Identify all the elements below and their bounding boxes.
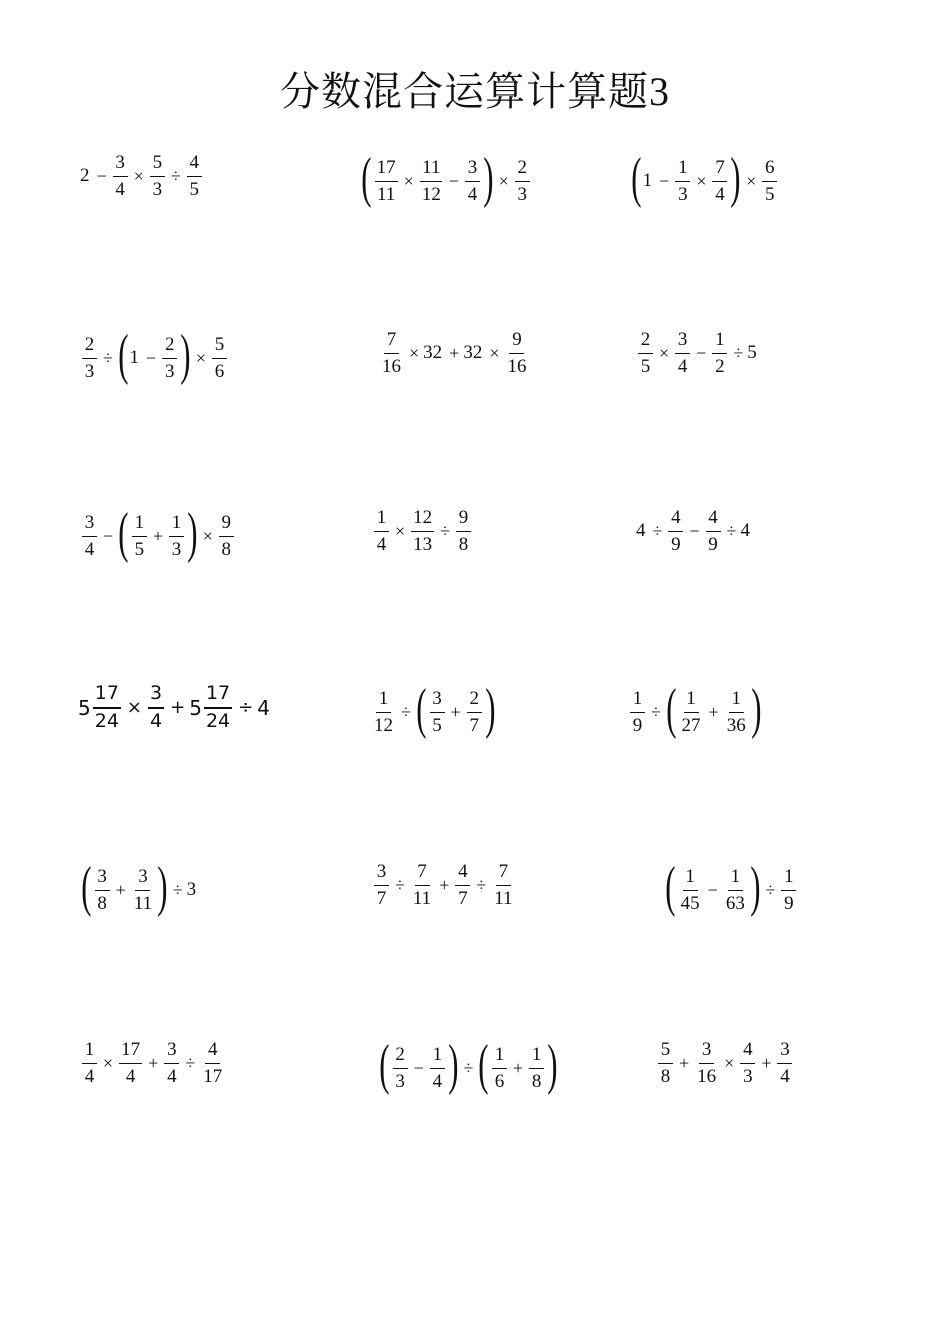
denominator: 4	[84, 1065, 95, 1087]
operator: +	[170, 697, 186, 719]
numerator: 17	[204, 684, 232, 709]
operator: ×	[126, 697, 143, 719]
denominator: 17	[203, 1065, 223, 1087]
numerator: 1	[492, 1045, 507, 1069]
denominator: 9	[632, 714, 643, 736]
fraction	[638, 330, 653, 377]
fraction	[658, 1040, 673, 1087]
fraction	[187, 153, 202, 200]
right-paren: )	[180, 324, 191, 386]
fraction	[420, 158, 443, 205]
numerator: 3	[430, 689, 445, 713]
numerator: 3	[113, 153, 128, 177]
denominator: 4	[150, 709, 163, 732]
fraction	[82, 1040, 97, 1087]
fraction	[169, 513, 184, 560]
fraction	[411, 508, 434, 555]
page-title: 分数混合运算计算题3	[280, 69, 670, 114]
numerator: 4	[187, 153, 202, 177]
numerator: 3	[148, 684, 164, 709]
denominator: 4	[780, 1065, 790, 1087]
integer: 2	[80, 165, 90, 187]
fraction	[505, 330, 528, 377]
operator: ×	[133, 165, 144, 186]
denominator: 11	[412, 887, 432, 909]
fraction	[148, 684, 164, 732]
problem-8	[372, 508, 473, 555]
numerator: 3	[777, 1040, 792, 1064]
right-paren: )	[730, 147, 741, 209]
denominator: 3	[743, 1065, 753, 1087]
fraction	[456, 508, 471, 555]
fraction	[132, 867, 154, 914]
denominator: 16	[382, 355, 401, 377]
denominator: 12	[374, 714, 393, 736]
numerator: 9	[219, 513, 234, 537]
fraction	[740, 1040, 755, 1087]
numerator: 12	[411, 508, 434, 532]
numerator: 3	[82, 513, 97, 537]
operator: −	[103, 525, 114, 546]
numerator: 4	[740, 1040, 755, 1064]
numerator: 1	[82, 1040, 97, 1064]
denominator: 11	[494, 887, 513, 909]
operator: −	[146, 347, 157, 368]
operator: ×	[403, 170, 414, 191]
fraction	[132, 513, 147, 560]
operator: −	[659, 170, 670, 191]
numerator: 2	[638, 330, 653, 354]
denominator: 11	[377, 183, 396, 205]
denominator: 12	[421, 183, 441, 205]
denominator: 3	[517, 183, 528, 205]
fraction	[762, 158, 777, 205]
numerator: 4	[205, 1040, 220, 1064]
fraction	[668, 508, 683, 555]
problem-14	[372, 862, 517, 909]
denominator: 27	[681, 714, 701, 736]
denominator: 2	[715, 355, 725, 377]
operator: ×	[746, 170, 757, 191]
denominator: 4	[715, 183, 725, 205]
problem-6	[636, 330, 760, 377]
denominator: 3	[395, 1070, 405, 1092]
denominator: 3	[84, 360, 95, 382]
denominator: 6	[494, 1070, 505, 1092]
denominator: 4	[432, 1070, 443, 1092]
denominator: 9	[784, 892, 794, 914]
denominator: 7	[376, 887, 387, 909]
numerator: 17	[119, 1040, 142, 1064]
operator: ×	[696, 170, 707, 191]
operator: ÷	[726, 520, 737, 541]
operator: −	[707, 879, 718, 900]
denominator: 4	[677, 355, 688, 377]
integer: 1	[642, 170, 653, 191]
denominator: 4	[84, 538, 95, 560]
fraction	[374, 508, 389, 555]
fraction	[212, 335, 227, 382]
fraction	[372, 689, 395, 736]
numerator: 17	[93, 684, 121, 709]
fraction	[712, 158, 727, 205]
operator: −	[96, 165, 107, 186]
operator: ÷	[463, 1057, 474, 1078]
fraction	[529, 1045, 544, 1092]
operator: −	[413, 1057, 424, 1078]
fraction	[515, 158, 530, 205]
operator: ÷	[652, 520, 663, 541]
denominator: 3	[678, 183, 688, 205]
operator: ×	[409, 342, 420, 363]
right-paren: )	[483, 147, 494, 209]
fraction	[119, 1040, 142, 1087]
integer: 1	[129, 347, 140, 368]
denominator: 4	[376, 533, 387, 555]
numerator: 1	[712, 330, 727, 354]
fraction	[93, 684, 121, 732]
numerator: 9	[456, 508, 471, 532]
numerator: 9	[509, 330, 524, 354]
numerator: 3	[164, 1040, 179, 1064]
numerator: 1	[683, 867, 698, 891]
operator: ×	[659, 342, 670, 363]
fraction	[724, 867, 747, 914]
operator: +	[708, 701, 719, 722]
left-paren: (	[478, 1034, 489, 1096]
fraction	[393, 1045, 408, 1092]
numerator: 1	[675, 158, 690, 182]
operator: −	[448, 170, 459, 191]
denominator: 4	[125, 1065, 136, 1087]
integer: 4	[257, 695, 270, 720]
left-paren: (	[361, 147, 372, 209]
problem-2	[360, 147, 532, 209]
mixed-number	[189, 684, 234, 732]
right-paren: )	[484, 678, 496, 740]
denominator: 36	[726, 714, 746, 736]
numerator: 7	[415, 862, 430, 886]
fraction	[455, 862, 470, 909]
numerator: 1	[529, 1045, 544, 1069]
fraction	[374, 862, 389, 909]
denominator: 4	[115, 178, 125, 200]
denominator: 3	[171, 538, 182, 560]
fraction	[380, 330, 403, 377]
right-paren: )	[448, 1034, 459, 1096]
operator: +	[152, 525, 163, 546]
numerator: 4	[668, 508, 683, 532]
denominator: 5	[432, 714, 442, 736]
problem-10	[78, 684, 273, 732]
fraction	[675, 330, 690, 377]
fraction	[706, 508, 721, 555]
right-paren: )	[157, 856, 168, 918]
numerator: 1	[729, 689, 744, 713]
numerator: 1	[430, 1045, 445, 1069]
denominator: 4	[167, 1065, 177, 1087]
numerator: 2	[162, 335, 177, 359]
fraction	[162, 335, 177, 382]
numerator: 1	[374, 508, 389, 532]
problem-9	[636, 508, 753, 555]
left-paren: (	[665, 856, 676, 918]
operator: +	[679, 1052, 690, 1073]
denominator: 5	[134, 538, 145, 560]
integer: 32	[463, 342, 483, 364]
operator: +	[449, 342, 460, 363]
fraction	[219, 513, 234, 560]
operator: ×	[103, 1052, 114, 1073]
problem-7	[80, 502, 236, 564]
integer: 32	[423, 342, 443, 364]
numerator: 1	[630, 689, 645, 713]
problem-5	[378, 330, 530, 377]
numerator: 4	[706, 508, 721, 532]
operator: ÷	[395, 874, 405, 895]
operator: ÷	[103, 347, 113, 368]
fraction	[492, 862, 514, 909]
fraction	[164, 1040, 179, 1087]
operator: ÷	[733, 342, 744, 363]
right-paren: )	[750, 856, 761, 918]
denominator: 11	[133, 892, 153, 914]
denominator: 6	[214, 360, 225, 382]
denominator: 8	[221, 538, 232, 560]
numerator: 1	[728, 867, 743, 891]
denominator: 16	[697, 1065, 717, 1087]
denominator: 63	[725, 892, 745, 914]
denominator: 5	[765, 183, 775, 205]
numerator: 4	[455, 862, 470, 886]
right-paren: )	[187, 502, 198, 564]
fraction	[201, 1040, 224, 1087]
operator: ×	[724, 1052, 735, 1073]
denominator: 24	[205, 709, 231, 732]
fraction	[430, 689, 445, 736]
operator: +	[513, 1057, 524, 1078]
fraction	[679, 867, 702, 914]
numerator: 2	[82, 335, 97, 359]
operator: ÷	[651, 701, 661, 722]
denominator: 5	[189, 178, 199, 200]
numerator: 3	[95, 867, 110, 891]
left-paren: (	[118, 502, 129, 564]
problem-16	[80, 1040, 226, 1087]
fraction	[411, 862, 433, 909]
fraction	[204, 684, 232, 732]
operator: +	[148, 1052, 159, 1073]
fraction	[430, 1045, 445, 1092]
problem-13	[80, 856, 199, 918]
numerator: 2	[515, 158, 530, 182]
denominator: 9	[708, 533, 718, 555]
problem-12	[628, 678, 762, 740]
fraction	[695, 1040, 718, 1087]
numerator: 7	[712, 158, 727, 182]
operator: ÷	[401, 701, 411, 722]
denominator: 24	[94, 709, 119, 732]
denominator: 16	[507, 355, 527, 377]
fraction	[630, 689, 645, 736]
denominator: 8	[660, 1065, 671, 1087]
fraction	[675, 158, 690, 205]
denominator: 3	[152, 178, 163, 200]
operator: −	[696, 342, 707, 363]
numerator: 2	[467, 689, 482, 713]
numerator: 1	[781, 867, 796, 891]
problem-18	[656, 1040, 794, 1087]
operator: ÷	[765, 879, 776, 900]
operator: ÷	[172, 879, 183, 900]
fraction	[82, 335, 97, 382]
left-paren: (	[118, 324, 129, 386]
whole-part: 5	[78, 695, 91, 720]
operator: ×	[489, 342, 500, 363]
integer: 5	[747, 342, 757, 364]
left-paren: (	[666, 678, 677, 740]
mixed-number	[78, 684, 123, 732]
numerator: 1	[132, 513, 147, 537]
numerator: 1	[376, 689, 391, 713]
numerator: 5	[212, 335, 227, 359]
denominator: 8	[97, 892, 107, 914]
right-paren: )	[750, 678, 762, 740]
operator: +	[761, 1052, 772, 1073]
operator: ÷	[440, 520, 451, 541]
fraction	[82, 513, 97, 560]
numerator: 1	[169, 513, 184, 537]
fraction	[725, 689, 748, 736]
operator: ÷	[476, 874, 487, 895]
operator: +	[450, 701, 461, 722]
problem-11	[370, 678, 496, 740]
left-paren: (	[379, 1034, 390, 1096]
numerator: 6	[762, 158, 777, 182]
operator: ×	[195, 347, 207, 368]
problem-17	[378, 1034, 559, 1096]
integer: 3	[186, 879, 197, 900]
denominator: 8	[531, 1070, 542, 1092]
fraction	[95, 867, 110, 914]
operator: +	[439, 874, 450, 895]
operator: ÷	[170, 165, 181, 186]
numerator: 17	[375, 158, 398, 182]
numerator: 7	[384, 330, 399, 354]
fraction	[781, 867, 796, 914]
problem-3	[630, 147, 779, 209]
operator: ×	[395, 520, 406, 541]
left-paren: (	[416, 678, 427, 740]
fraction	[150, 153, 165, 200]
fraction	[467, 689, 482, 736]
left-paren: (	[81, 856, 92, 918]
numerator: 3	[699, 1040, 714, 1064]
denominator: 9	[671, 533, 681, 555]
problem-4	[80, 324, 229, 386]
numerator: 3	[675, 330, 690, 354]
operator: ×	[498, 170, 509, 191]
numerator: 3	[465, 158, 480, 182]
fraction	[492, 1045, 507, 1092]
numerator: 3	[374, 862, 389, 886]
problem-15	[664, 856, 798, 918]
fraction	[113, 153, 128, 200]
numerator: 2	[393, 1045, 408, 1069]
denominator: 4	[467, 183, 478, 205]
operator: ÷	[185, 1052, 196, 1073]
integer: 4	[636, 520, 646, 542]
left-paren: (	[631, 147, 642, 209]
numerator: 7	[496, 862, 511, 886]
integer: 4	[740, 520, 750, 542]
operator: ÷	[238, 697, 254, 719]
fraction	[375, 158, 398, 205]
denominator: 7	[469, 714, 479, 736]
denominator: 45	[680, 892, 700, 914]
whole-part: 5	[189, 695, 202, 720]
operator: −	[689, 520, 700, 541]
fraction	[777, 1040, 792, 1087]
numerator: 5	[658, 1040, 673, 1064]
numerator: 3	[135, 867, 150, 891]
numerator: 1	[684, 689, 699, 713]
denominator: 5	[640, 355, 651, 377]
numerator: 5	[150, 153, 165, 177]
fraction	[680, 689, 703, 736]
operator: +	[115, 879, 126, 900]
fraction	[465, 158, 480, 205]
numerator: 11	[420, 158, 442, 182]
denominator: 3	[164, 360, 175, 382]
denominator: 7	[458, 887, 468, 909]
denominator: 13	[413, 533, 433, 555]
denominator: 8	[458, 533, 469, 555]
operator: ×	[202, 525, 213, 546]
fraction	[712, 330, 727, 377]
right-paren: )	[547, 1034, 558, 1096]
problem-1	[80, 153, 204, 200]
